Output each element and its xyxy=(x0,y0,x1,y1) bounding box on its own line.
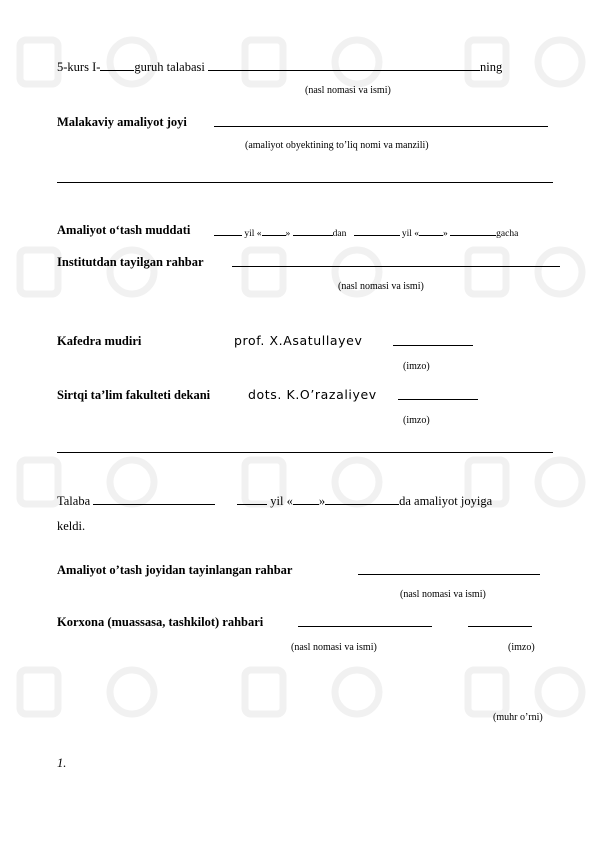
caption-company-head-name: (nasl nomasi va ismi) xyxy=(291,642,377,653)
caption-institute-supervisor: (nasl nomasi va ismi) xyxy=(338,281,424,292)
group-field[interactable] xyxy=(100,59,134,71)
start-year-field[interactable] xyxy=(214,224,242,236)
site-supervisor-line xyxy=(358,563,540,578)
company-head-name-line xyxy=(298,615,432,630)
student-label: Talaba xyxy=(57,494,91,508)
duration-line xyxy=(214,224,518,241)
department-head-sign-line xyxy=(393,334,473,349)
company-head-signature-field[interactable] xyxy=(468,615,532,627)
institute-supervisor-field[interactable] xyxy=(232,255,560,267)
arrival-day-field[interactable] xyxy=(293,493,319,505)
yil-text-1: yil « xyxy=(244,229,262,239)
divider-2 xyxy=(57,452,553,453)
yil-text-2: yil « xyxy=(401,229,420,239)
arrival-keldi: keldi. xyxy=(57,519,86,533)
practice-place-line xyxy=(214,115,548,130)
practice-place-label: Malakaviy amaliyot joyi xyxy=(57,115,187,129)
student-name-field[interactable] xyxy=(208,59,480,71)
divider-1 xyxy=(57,182,553,183)
arrival-student-field[interactable] xyxy=(93,493,215,505)
start-day-field[interactable] xyxy=(262,224,286,236)
caption-site-supervisor: (nasl nomasi va ismi) xyxy=(400,589,486,600)
site-supervisor-field[interactable] xyxy=(358,563,540,575)
group-student-text: guruh talabasi xyxy=(134,60,205,74)
arrival-yil-text: yil « xyxy=(270,494,293,508)
arrival-year-field[interactable] xyxy=(237,493,267,505)
caption-dean-sign: (imzo) xyxy=(403,415,430,426)
dean-signature-field[interactable] xyxy=(398,388,478,400)
duration-label: Amaliyot o‘tash muddati xyxy=(57,223,191,237)
caption-practice-place: (amaliyot obyektining to’liq nomi va manzili) xyxy=(245,140,429,151)
end-day-field[interactable] xyxy=(419,224,443,236)
end-month-field[interactable] xyxy=(450,224,496,236)
start-month-field[interactable] xyxy=(293,224,333,236)
course-prefix: 5-kurs I- xyxy=(57,60,101,74)
site-supervisor-label: Amaliyot o’tash joyidan tayinlangan rahbar xyxy=(57,563,293,577)
dean-sign-line xyxy=(398,388,478,403)
company-head-label: Korxona (muassasa, tashkilot) rahbari xyxy=(57,615,264,629)
arrival-month-field[interactable] xyxy=(325,493,399,505)
dean-name: dots. K.O’razaliyev xyxy=(248,387,377,402)
dan-text: dan xyxy=(332,229,347,239)
caption-department-sign: (imzo) xyxy=(403,361,430,372)
arrival-line xyxy=(57,493,492,508)
company-head-sign-line xyxy=(468,615,532,630)
close-quote-1: » xyxy=(285,229,291,239)
department-head-name: prof. X.Asatullayev xyxy=(234,333,363,348)
end-year-field[interactable] xyxy=(354,224,400,236)
stamp-place-caption: (muhr o’rni) xyxy=(493,712,543,723)
dean-label: Sirtqi ta’lim fakulteti dekani xyxy=(57,388,211,402)
page-number: 1. xyxy=(57,756,67,770)
institute-supervisor-label: Institutdan tayilgan rahbar xyxy=(57,255,204,269)
department-head-signature-field[interactable] xyxy=(393,334,473,346)
department-head-label: Kafedra mudiri xyxy=(57,334,142,348)
arrival-close-quote: » xyxy=(318,494,326,508)
arrival-tail-text: da amaliyot joyiga xyxy=(399,494,493,508)
caption-company-head-sign: (imzo) xyxy=(508,642,535,653)
ning-suffix: ning xyxy=(479,60,503,74)
practice-place-field[interactable] xyxy=(214,115,548,127)
institute-supervisor-line xyxy=(232,255,560,270)
close-quote-2: » xyxy=(443,229,448,239)
caption-student-name: (nasl nomasi va ismi) xyxy=(305,85,391,96)
student-line xyxy=(57,59,502,74)
gacha-text: gacha xyxy=(496,229,519,239)
company-head-name-field[interactable] xyxy=(298,615,432,627)
